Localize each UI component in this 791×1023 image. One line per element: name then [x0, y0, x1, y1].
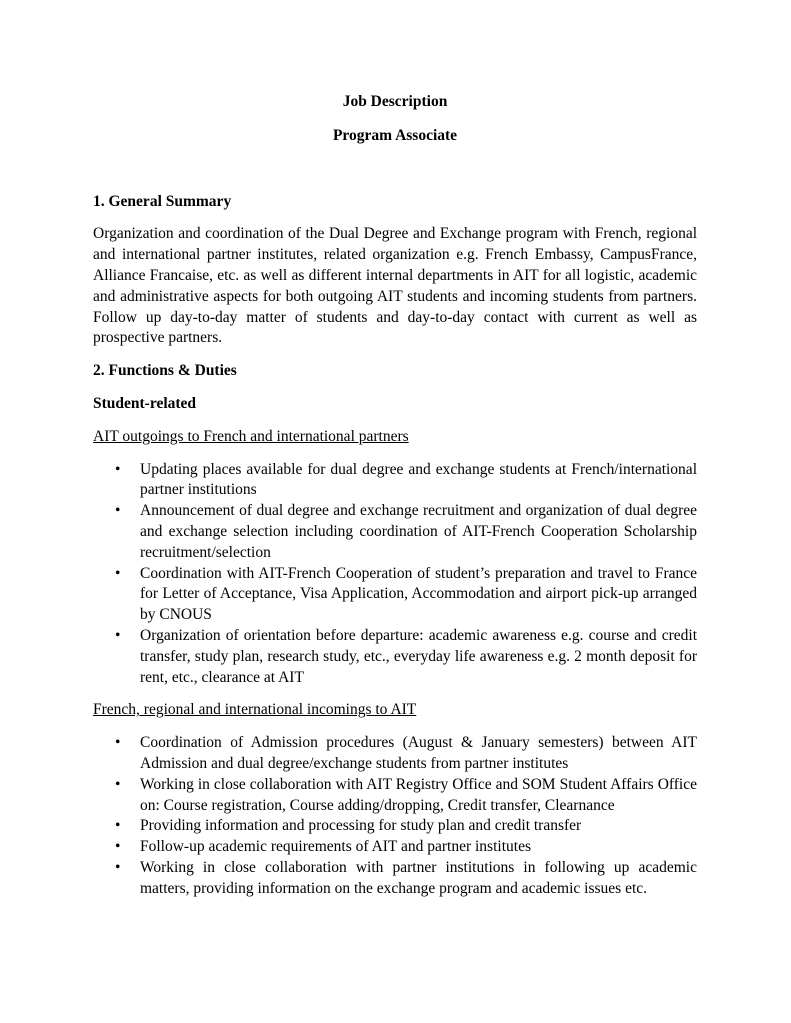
- list-item: [93, 626, 697, 688]
- general-summary-paragraph: Organization and coordination of the Dual Degree and Exchange program with French, regional and international partner institutes, related organization e.g. French Embassy, CampusFrance, Alliance Francaise, etc. as well as different internal departments in AIT for all logistic, academic and administrative aspects for both outgoing AIT students and incoming students from partners. Follow up day-to-day matter of students and day-to-day contact with current as well as prospective partners.: [93, 225, 697, 347]
- document-subtitle: Program Associate: [332, 126, 458, 144]
- list-item: [93, 837, 697, 858]
- bullet-icon: •: [115, 460, 121, 478]
- bullet-icon: •: [115, 775, 121, 793]
- bullet-icon: •: [115, 858, 121, 876]
- list-item-text: Coordination with AIT-French Cooperation of student’s preparation and travel to France for Letter of Acceptance, Visa Application, Accommodation and airport pick-up arranged by CNOUS: [140, 564, 697, 624]
- document-title: Job Description: [342, 93, 448, 110]
- list-item-text: Updating places available for dual degree and exchange students at French/international partner institutions: [140, 460, 697, 499]
- list-item-text: Providing information and processing for study plan and credit transfer: [140, 817, 582, 835]
- section-heading-general-summary: 1. General Summary: [93, 192, 232, 210]
- bullet-icon: •: [115, 502, 121, 520]
- list-item-text: Coordination of Admission procedures (August & January semesters) between AIT Admission and dual degree/exchange students from partner institutes: [140, 734, 697, 772]
- group-title-outgoings: AIT outgoings to French and international partners: [93, 427, 409, 445]
- list-item: [93, 816, 697, 837]
- outgoings-list: [93, 460, 697, 689]
- list-item-text: Working in close collaboration with partner institutions in following up academic matters, providing information on the exchange program and academic issues etc.: [140, 858, 697, 897]
- bullet-icon: •: [115, 564, 121, 582]
- list-item-text: Organization of orientation before departure: academic awareness e.g. course and credit transfer, study plan, research study, etc., everyday life awareness e.g. 2 month deposit for rent, etc., clearance at AIT: [140, 626, 697, 686]
- bullet-icon: •: [115, 626, 121, 644]
- section-heading-functions-duties: 2. Functions & Duties: [93, 362, 237, 380]
- bullet-icon: •: [115, 838, 121, 856]
- bullet-icon: •: [115, 817, 121, 835]
- list-item-text: Working in close collaboration with AIT Registry Office and SOM Student Affairs Office on: Course registration, Course adding/dropping, Credit transfer, Clearnance: [140, 775, 697, 814]
- group-title-incomings: French, regional and international incomings to AIT: [93, 701, 417, 719]
- list-item-text: Follow-up academic requirements of AIT and partner institutes: [140, 838, 531, 856]
- list-item: [93, 858, 697, 900]
- list-item: [93, 564, 697, 626]
- list-item: [93, 460, 697, 502]
- incomings-list: [93, 733, 697, 899]
- document-page: [93, 92, 697, 900]
- list-item: [93, 733, 697, 775]
- list-item: [93, 775, 697, 817]
- list-item: [93, 501, 697, 563]
- subheading-student-related: Student-related: [93, 394, 197, 412]
- bullet-icon: •: [115, 734, 121, 752]
- list-item-text: Announcement of dual degree and exchange recruitment and organization of dual degree and exchange selection including coordination of AIT-French Cooperation Scholarship recruitment/selection: [140, 502, 697, 561]
